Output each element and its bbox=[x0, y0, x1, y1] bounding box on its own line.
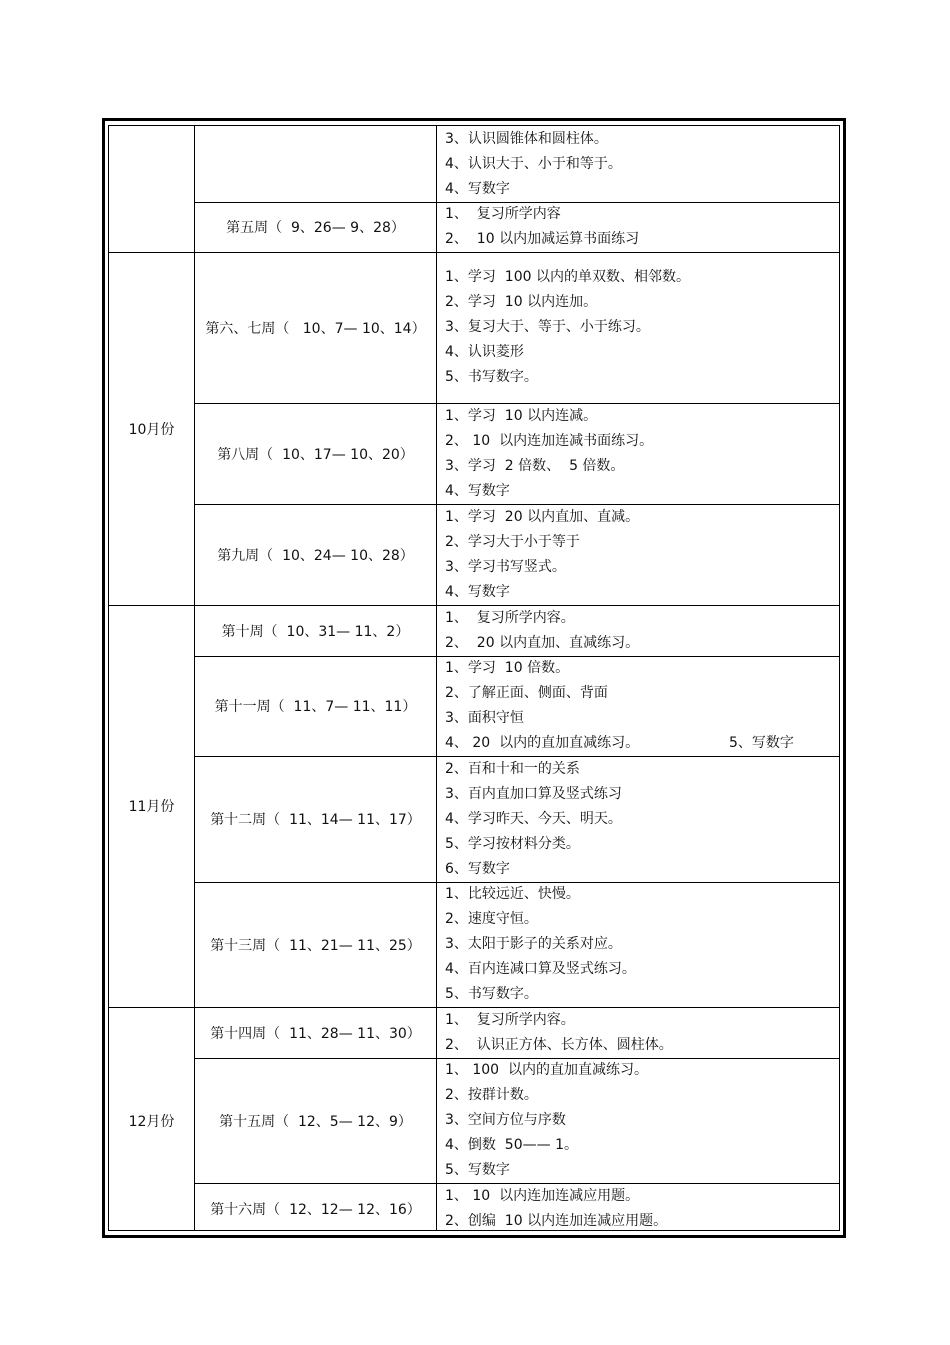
month-cell: 11月份 bbox=[128, 799, 175, 815]
week-cell: 第八周（ 10、17— 10、20） bbox=[217, 446, 414, 463]
week-cell: 第十五周（ 12、5— 12、9） bbox=[219, 1113, 412, 1130]
list-item: 1、学习 10 以内连减。 bbox=[445, 407, 598, 424]
list-item: 1、学习 10 倍数。 bbox=[445, 660, 570, 676]
list-item: 1、 复习所学内容。 bbox=[445, 1011, 575, 1028]
list-item: 2、速度守恒。 bbox=[445, 911, 538, 927]
list-item: 2、 20 以内直加、直减练习。 bbox=[445, 634, 640, 651]
week-cell: 第六、七周（ 10、7— 10、14） bbox=[205, 320, 426, 337]
column-divider bbox=[436, 126, 437, 1230]
list-item: 4、写数字 bbox=[445, 180, 510, 197]
list-item: 2、学习 10 以内连加。 bbox=[445, 294, 598, 310]
list-item: 1、 复习所学内容 bbox=[445, 206, 561, 222]
list-item: 2、 10 以内连加连减书面练习。 bbox=[445, 432, 654, 449]
list-item: 5、书写数字。 bbox=[445, 986, 538, 1002]
list-item: 3、复习大于、等于、小于练习。 bbox=[445, 319, 650, 335]
week-cell: 第十周（ 10、31— 11、2） bbox=[221, 623, 410, 640]
table-body bbox=[108, 125, 840, 1231]
list-item: 6、写数字 bbox=[445, 860, 510, 877]
content-cell bbox=[438, 1058, 835, 1183]
week-cell: 第十六周（ 12、12— 12、16） bbox=[210, 1201, 421, 1218]
list-item: 1、学习 100 以内的单双数、相邻数。 bbox=[445, 269, 690, 285]
list-item: 5、写数字 bbox=[445, 1162, 510, 1178]
list-item: 1、 100 以内的直加直减练习。 bbox=[445, 1062, 648, 1078]
list-item: 2、按群计数。 bbox=[445, 1087, 538, 1103]
list-item-extra: 5、写数字 bbox=[729, 735, 794, 751]
list-item: 1、 10 以内连加连减应用题。 bbox=[445, 1187, 640, 1204]
week-cell: 第十一周（ 11、7— 11、11） bbox=[214, 699, 417, 715]
list-item: 4、写数字 bbox=[445, 482, 510, 499]
list-item: 4、写数字 bbox=[445, 583, 510, 600]
list-item bbox=[445, 731, 835, 756]
list-item: 1、 复习所学内容。 bbox=[445, 609, 575, 626]
list-item: 4、百内连减口算及竖式练习。 bbox=[445, 961, 636, 977]
list-item: 2、百和十和一的关系 bbox=[445, 760, 580, 777]
week-cell: 第十二周（ 11、14— 11、17） bbox=[210, 812, 421, 828]
list-item: 5、书写数字。 bbox=[445, 369, 538, 385]
list-item: 2、 认识正方体、长方体、圆柱体。 bbox=[445, 1036, 673, 1053]
list-item: 3、面积守恒 bbox=[445, 710, 524, 726]
content-cell bbox=[438, 252, 835, 403]
content-cell bbox=[438, 1007, 835, 1058]
month-cell: 10月份 bbox=[128, 421, 175, 438]
content-cell bbox=[438, 403, 835, 504]
schedule-table bbox=[102, 118, 846, 1238]
week-cell: 第十三周（ 11、21— 11、25） bbox=[210, 937, 421, 954]
content-cell bbox=[438, 756, 835, 882]
content-cell bbox=[438, 882, 835, 1007]
list-item: 4、学习昨天、今天、明天。 bbox=[445, 810, 622, 827]
content-cell bbox=[438, 202, 835, 252]
list-item: 5、学习按材料分类。 bbox=[445, 835, 580, 852]
week-cell: 第五周（ 9、26— 9、28） bbox=[226, 220, 405, 236]
week-cell bbox=[195, 126, 436, 202]
list-item: 4、认识菱形 bbox=[445, 344, 524, 360]
week-cell: 第九周（ 10、24— 10、28） bbox=[217, 547, 414, 564]
list-item: 3、百内直加口算及竖式练习 bbox=[445, 785, 622, 802]
week-cell: 第十四周（ 11、28— 11、30） bbox=[210, 1025, 421, 1042]
list-item-text: 4、 20 以内的直加直减练习。 bbox=[445, 735, 640, 751]
list-item: 3、太阳于影子的关系对应。 bbox=[445, 936, 622, 952]
content-cell bbox=[438, 504, 835, 605]
content-cell bbox=[438, 126, 835, 202]
list-item: 1、比较远近、快慢。 bbox=[445, 886, 580, 902]
list-item: 2、 10 以内加减运算书面练习 bbox=[445, 231, 640, 247]
list-item: 4、倒数 50—— 1。 bbox=[445, 1137, 578, 1153]
content-cell bbox=[438, 1183, 835, 1234]
list-item: 2、学习大于小于等于 bbox=[445, 533, 580, 550]
list-item: 3、认识圆锥体和圆柱体。 bbox=[445, 130, 608, 147]
content-cell bbox=[438, 605, 835, 656]
list-item: 3、学习 2 倍数、 5 倍数。 bbox=[445, 457, 625, 474]
list-item: 3、学习书写竖式。 bbox=[445, 558, 566, 575]
content-cell bbox=[438, 656, 835, 756]
list-item: 1、学习 20 以内直加、直减。 bbox=[445, 508, 640, 525]
list-item: 4、认识大于、小于和等于。 bbox=[445, 155, 622, 172]
list-item: 2、创编 10 以内连加连减应用题。 bbox=[445, 1212, 668, 1229]
list-item: 3、空间方位与序数 bbox=[445, 1112, 566, 1128]
list-item: 2、了解正面、侧面、背面 bbox=[445, 685, 608, 701]
month-cell: 12月份 bbox=[128, 1113, 175, 1130]
